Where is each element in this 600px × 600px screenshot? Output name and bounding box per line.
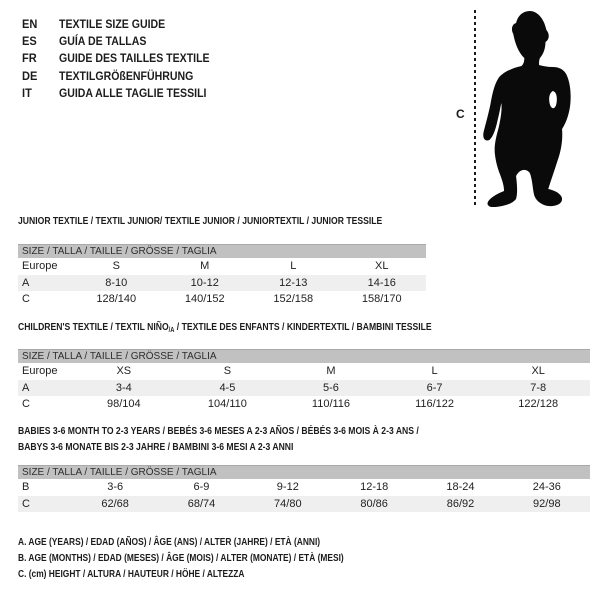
title-subscript: /A	[168, 327, 175, 334]
row-label: Europe	[22, 365, 58, 378]
row-label: A	[18, 275, 72, 292]
toddler-silhouette-icon	[482, 10, 574, 207]
language-code: FR	[22, 51, 37, 66]
table-row-europe	[18, 258, 426, 275]
cell: XL	[531, 365, 545, 378]
cell: 6-7	[383, 380, 487, 397]
cell: 104/110	[207, 398, 247, 411]
cell: 68/74	[158, 496, 244, 513]
cell: M	[200, 260, 210, 273]
cell: 12-18	[360, 481, 389, 494]
junior-section-title: JUNIOR TEXTILE / TEXTIL JUNIOR/ TEXTILE JUNIOR / JUNIORTEXTIL / JUNIOR TESSILE	[18, 215, 383, 227]
note-age-months: B. AGE (MONTHS) / EDAD (MESES) / ÂGE (MOIS) / ALTER (MONATE) / ETÀ (MESI)	[18, 552, 344, 564]
language-row-en	[22, 15, 230, 32]
language-code: ES	[22, 34, 37, 49]
babies-section	[18, 424, 590, 512]
cell: L	[431, 365, 438, 378]
cell: 74/80	[245, 496, 331, 513]
cell: M	[326, 365, 336, 378]
row-label: B	[22, 481, 30, 494]
junior-section	[18, 215, 426, 308]
cell: 7-8	[486, 380, 590, 397]
row-label: A	[18, 380, 72, 397]
row-label: Europe	[22, 260, 58, 273]
row-label: C	[22, 293, 30, 306]
table-row-age	[18, 275, 426, 292]
language-row-fr	[22, 49, 230, 66]
cell: S	[112, 260, 120, 273]
babies-section-title	[18, 424, 487, 455]
title-text: / TEXTILE DES ENFANTS / KINDERTEXTIL / BAMBINI TESSILE	[174, 321, 432, 333]
language-code: DE	[22, 68, 38, 83]
cell: 86/92	[417, 496, 503, 513]
title-line: BABYS 3-6 MONATE BIS 2-3 JAHRE / BAMBINI 3-6 MESI A 2-3 ANNI	[18, 440, 294, 453]
cell: 122/128	[518, 398, 559, 411]
children-section-title	[18, 321, 487, 337]
row-label: C	[18, 496, 72, 513]
cell: XS	[116, 365, 132, 378]
cell: 116/122	[415, 398, 455, 411]
cell: 3-4	[72, 380, 176, 397]
table-row-europe	[18, 363, 590, 380]
junior-size-table	[18, 244, 426, 308]
table-row-height	[18, 396, 590, 413]
language-row-es	[22, 32, 230, 49]
height-marker-label: C	[456, 107, 465, 121]
children-section	[18, 321, 590, 413]
cell: 98/104	[106, 398, 141, 411]
size-header-bar: SIZE / TALLA / TAILLE / GRÖSSE / TAGLIA	[18, 350, 590, 364]
cell: 8-10	[72, 275, 161, 292]
height-marker-dashed-line	[474, 10, 476, 207]
language-title: GUIDE DES TAILLES TEXTILE	[59, 51, 210, 66]
language-code: IT	[22, 85, 32, 100]
cell: 12-13	[249, 275, 338, 292]
cell: 9-12	[276, 481, 299, 494]
note-height-cm: C. (cm) HEIGHT / ALTURA / HAUTEUR / HÖHE / ALTEZZA	[18, 568, 245, 580]
language-code: EN	[22, 17, 38, 31]
table-row-height	[18, 291, 426, 308]
cell: 92/98	[504, 496, 590, 513]
title-text: CHILDREN'S TEXTILE / TEXTIL NIÑO	[18, 321, 169, 333]
cell: 128/140	[96, 293, 137, 306]
row-label: C	[22, 398, 30, 411]
cell: 4-5	[176, 380, 280, 397]
language-title: TEXTILE SIZE GUIDE	[59, 17, 166, 31]
cell: 152/158	[273, 293, 314, 306]
cell: 110/116	[311, 398, 351, 411]
size-header-bar: SIZE / TALLA / TAILLE / GRÖSSE / TAGLIA	[18, 245, 426, 259]
language-row-de	[22, 67, 230, 84]
cell: 158/170	[361, 293, 402, 306]
cell: 10-12	[161, 275, 250, 292]
cell: 5-6	[279, 380, 383, 397]
size-header-bar: SIZE / TALLA / TAILLE / GRÖSSE / TAGLIA	[18, 466, 590, 480]
language-title: GUÍA DE TALLAS	[59, 34, 147, 49]
babies-size-table	[18, 465, 590, 512]
cell: S	[223, 365, 232, 378]
cell: 3-6	[107, 481, 124, 494]
table-row-height	[18, 496, 590, 513]
legend-notes	[18, 534, 425, 582]
cell: L	[290, 260, 297, 273]
note-age-years: A. AGE (YEARS) / EDAD (AÑOS) / ÂGE (ANS) / ALTER (JAHRE) / ETÀ (ANNI)	[18, 536, 321, 548]
table-row-age	[18, 380, 590, 397]
cell: 80/86	[331, 496, 417, 513]
title-line: BABIES 3-6 MONTH TO 2-3 YEARS / BEBÉS 3-6 MESES A 2-3 AÑOS / BÉBÉS 3-6 MOIS À 2-3 ANS /	[18, 425, 419, 437]
cell: 18-24	[446, 481, 475, 494]
cell: 6-9	[193, 481, 210, 494]
language-list	[22, 15, 230, 101]
language-title: TEXTILGRÖßENFÜHRUNG	[59, 68, 194, 83]
children-size-table	[18, 349, 590, 413]
cell: 14-16	[338, 275, 427, 292]
cell: XL	[375, 260, 389, 273]
cell: 140/152	[184, 293, 225, 306]
language-row-it	[22, 84, 230, 101]
cell: 62/68	[72, 496, 158, 513]
table-row-age-months	[18, 479, 590, 496]
language-title: GUIDA ALLE TAGLIE TESSILI	[59, 85, 207, 100]
cell: 24-36	[532, 481, 561, 494]
